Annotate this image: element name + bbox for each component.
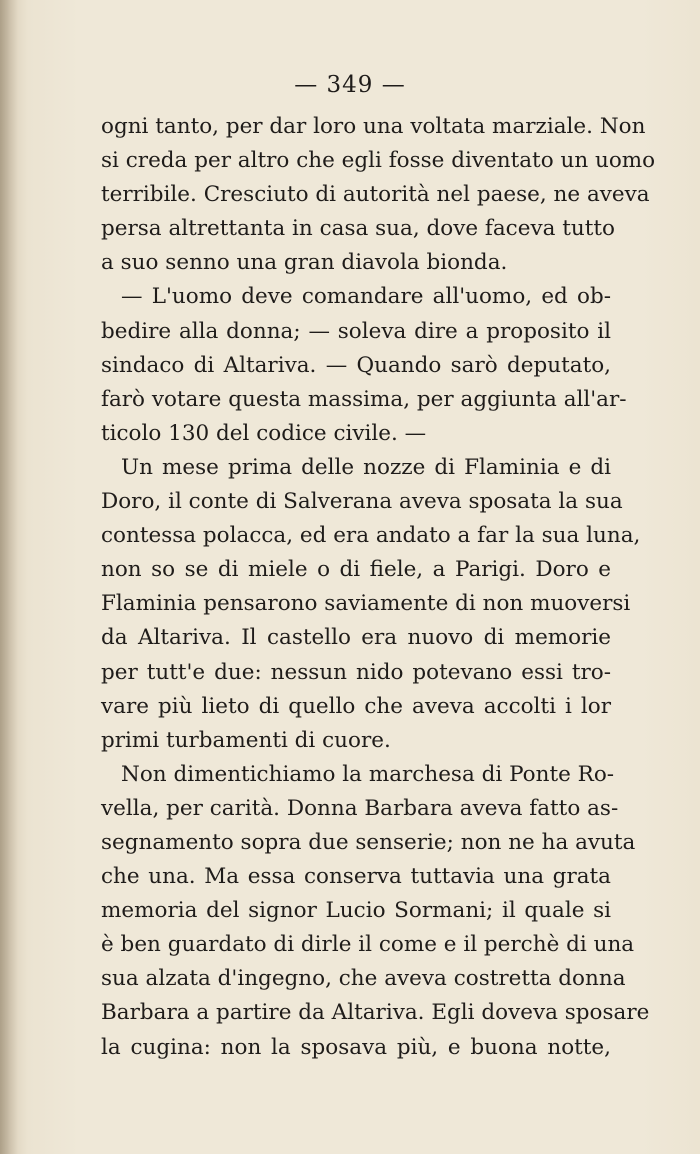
text-line: non so se di miele o di fiele, a Parigi. Doro e xyxy=(101,557,611,583)
page-number: — 349 — xyxy=(294,72,406,98)
text-line: — L'uomo deve comandare all'uomo, ed ob- xyxy=(121,284,611,310)
text-line: vare più lieto di quello che aveva accolti i lor xyxy=(101,693,611,719)
text-line: da Altariva. Il castello era nuovo di memorie xyxy=(101,625,611,651)
text-line: vella, per carità. Donna Barbara aveva fatto as- xyxy=(101,795,619,821)
text-line: sindaco di Altariva. — Quando sarò deputato, xyxy=(101,352,611,378)
text-line: è ben guardato di dirle il come e il perchè di una xyxy=(101,932,635,958)
binding-edge-shadow xyxy=(0,0,18,1154)
text-line: Non dimentichiamo la marchesa di Ponte Ro- xyxy=(121,761,615,787)
text-line: bedire alla donna; — soleva dire a proposito il xyxy=(101,318,611,344)
text-line: Barbara a partire da Altariva. Egli doveva sposare xyxy=(101,1000,650,1026)
text-line: ogni tanto, per dar loro una voltata marziale. Non xyxy=(101,114,646,139)
text-line: ticolo 130 del codice civile. — xyxy=(101,420,427,446)
body-text xyxy=(101,110,656,1065)
text-line: primi turbamenti di cuore. xyxy=(101,727,391,753)
text-line: farò votare questa massima, per aggiunta all'ar- xyxy=(101,386,627,412)
text-line: Un mese prima delle nozze di Flaminia e di xyxy=(121,454,611,480)
text-line: Doro, il conte di Salverana aveva sposata la sua xyxy=(101,489,623,515)
text-line: per tutt'e due: nessun nido potevano essi tro- xyxy=(101,659,611,685)
text-line: sua alzata d'ingegno, che aveva costretta donna xyxy=(101,966,626,992)
text-line: che una. Ma essa conserva tuttavia una grata xyxy=(101,864,611,890)
text-line: Flaminia pensarono saviamente di non muoversi xyxy=(101,591,631,617)
text-line: segnamento sopra due senserie; non ne ha avuta xyxy=(101,829,636,855)
text-line: a suo senno una gran diavola bionda. xyxy=(101,250,508,276)
text-line: persa altrettanta in casa sua, dove faceva tutto xyxy=(101,216,615,242)
text-line: contessa polacca, ed era andato a far la sua luna, xyxy=(101,523,641,549)
text-line: la cugina: non la sposava più, e buona notte, xyxy=(101,1034,611,1060)
text-line: terribile. Cresciuto di autorità nel paese, ne aveva xyxy=(101,182,650,208)
text-line: memoria del signor Lucio Sormani; il quale si xyxy=(101,898,611,924)
text-line: si creda per altro che egli fosse diventato un uomo xyxy=(101,148,656,174)
